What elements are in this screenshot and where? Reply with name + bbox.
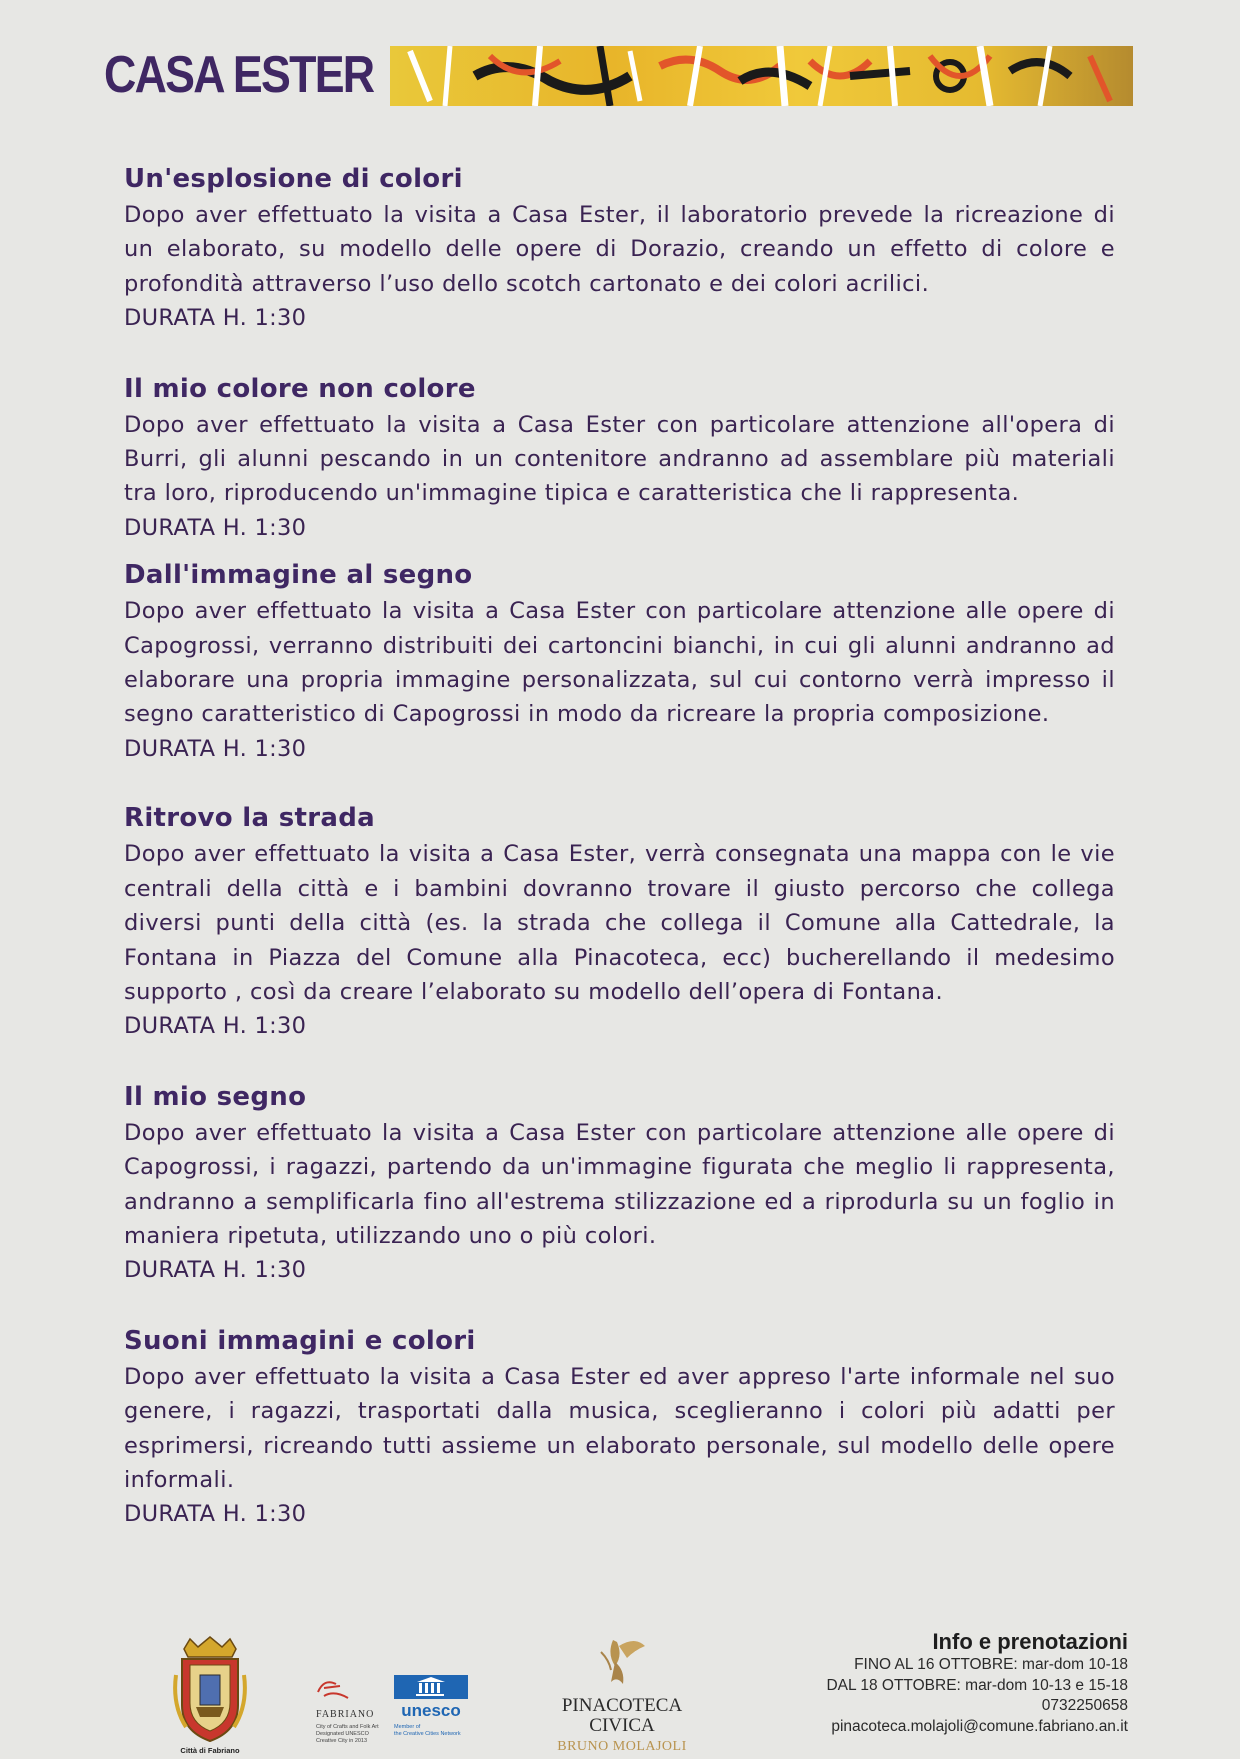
unesco-temple-icon [394,1675,468,1699]
workshop-duration: DURATA H. 1:30 [124,514,307,541]
fabriano-caption-2: Designated UNESCO [316,1731,369,1737]
pinacoteca-line-1: PINACOTECA [561,1695,683,1716]
workshop-section [124,160,1115,336]
pinacoteca-civica-logo [553,1632,691,1754]
page-title: CASA ESTER [104,46,374,104]
workshop-title: Suoni immagini e colori [124,1325,476,1356]
workshop-duration: DURATA H. 1:30 [124,1013,307,1040]
header-artwork-banner [390,46,1133,106]
workshop-description: Dopo aver effettuato la visita a Casa Ester, verrà consegnata una mappa con le vie centrali della città e i bambini dovranno trovare il giusto percorso che collega diversi punti della città (es. la strada che collega il Comune alla Cattedrale, la Fontana in Piazza del Comune alla Pinacoteca, ecc) bucherellando il medesimo supporto , così da creare l’elaborato su modello dell’opera di Fontana. [124,841,1115,1005]
info-block [826,1629,1128,1737]
workshop-title: Un'esplosione di colori [124,164,463,194]
unesco-caption-1: Member of [394,1724,421,1730]
info-title: Info e prenotazioni [932,1629,1128,1654]
workshop-description: Dopo aver effettuato la visita a Casa Ester ed aver appreso l'arte informale nel suo genere, i ragazzi, trasportati dalla musica, sceglieranno i colori più adatti per esprimersi, ricreando tutti assieme un elaborato personale, sul modello delle opere informali. [124,1363,1115,1493]
phone-number: 0732250658 [1041,1697,1128,1714]
workshop-section [124,1078,1115,1288]
workshop-title: Ritrovo la strada [124,803,375,834]
pinacoteca-line-2: CIVICA [589,1715,655,1736]
workshop-description: Dopo aver effettuato la visita a Casa Ester con particolare attenzione all'opera di Burri, gli alunni pescando in un contenitore andranno ad assemblare più materiali tra loro, riproducendo un'immagine tipica e caratteristica che li rappresenta. [124,411,1115,507]
workshop-title: Dall'immagine al segno [124,560,473,591]
fabriano-city-crest-logo [172,1635,248,1755]
workshop-duration: DURATA H. 1:30 [124,1257,307,1284]
fabriano-caption-3: Creative City in 2013 [316,1738,368,1744]
workshop-description: Dopo aver effettuato la visita a Casa Ester, il laboratorio prevede la ricreazione di un elaborato, su modello delle opere di Dorazio, creando un effetto di colore e profondità attraverso l’uso dello scotch cartonato e dei colori acrilici. [124,202,1115,297]
pinacoteca-line-3: BRUNO MOLAJOLI [557,1739,687,1754]
workshop-list [124,160,1115,1532]
workshop-description: Dopo aver effettuato la visita a Casa Ester con particolare attenzione alle opere di Capogrossi, verranno distribuiti dei cartoncini bianchi, in cui gli alunni andranno ad elaborare una propria immagine personalizzata, sul cui contorno verrà impresso il segno caratteristico di Capogrossi in modo da ricreare la propria composizione. [124,598,1115,728]
workshop-title: Il mio segno [124,1081,307,1112]
workshop-section [124,370,1115,546]
fabriano-unesco-logo [314,1672,472,1754]
opening-hours-from: DAL 18 OTTOBRE: mar-dom 10-13 e 15-18 [826,1676,1128,1694]
unesco-name: unesco [401,1701,461,1720]
opening-hours-until: FINO AL 16 OTTOBRE: mar-dom 10-18 [854,1656,1128,1673]
workshop-duration: DURATA H. 1:30 [124,735,307,762]
workshop-duration: DURATA H. 1:30 [124,1501,307,1528]
workshop-section [124,1322,1115,1532]
workshop-section [124,556,1115,766]
eagle-emblem-icon [601,1640,645,1684]
workshop-description: Dopo aver effettuato la visita a Casa Ester con particolare attenzione alle opere di Capogrossi, i ragazzi, partendo da un'immagine figurata che meglio li rappresenta, andranno a semplificarla fino all'estrema stilizzazione ed a riprodurla su un foglio in maniera ripetuta, utilizzando uno o più colori. [124,1119,1115,1249]
fabriano-caption-1: City of Crafts and Folk Art [316,1724,379,1730]
city-logo-caption: Città di Fabriano [180,1746,240,1755]
unesco-caption-2: the Creative Cities Network [394,1731,461,1737]
workshop-section [124,799,1115,1043]
fabriano-name: FABRIANO [316,1709,375,1720]
email-address[interactable]: pinacoteca.molajoli@comune.fabriano.an.it [831,1717,1128,1735]
workshop-title: Il mio colore non colore [124,373,476,404]
workshop-duration: DURATA H. 1:30 [124,305,307,332]
footer [0,1620,1240,1755]
